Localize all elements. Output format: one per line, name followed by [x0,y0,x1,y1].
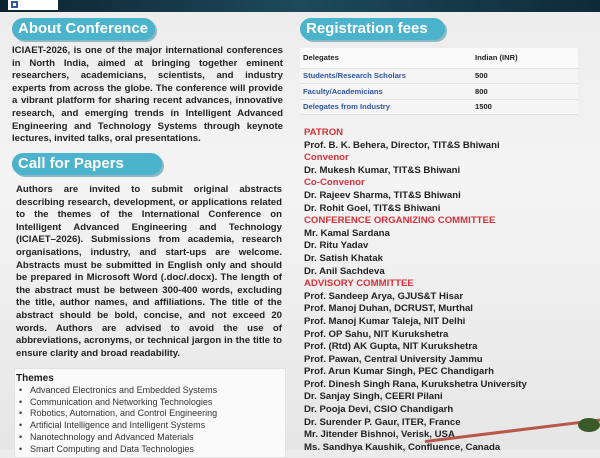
committee-member: Dr. Anil Sachdeva [304,265,385,277]
header-cell: Delegates [300,48,472,68]
committee-section-heading: ADVISORY COMMITTEE [304,278,414,290]
committee-member: Prof. OP Sahu, NIT Kurukshetra [304,328,449,340]
fee-cell: 800 [472,84,578,100]
cfp-heading: Call for Papers [12,153,162,175]
table-header-row [300,48,578,68]
committee-member: Dr. Sanjay Singh, CEERI Pilani [304,391,443,403]
table-row [300,84,578,100]
themes-box [14,368,286,458]
committee-section-heading: Convenor [304,152,349,164]
committee-member: Mr. Kamal Sardana [304,227,390,239]
committee-member: Dr. Mukesh Kumar, TIT&S Bhiwani [304,164,461,176]
about-text: ICIAET-2026, is one of the major international conferences in North India, aimed at bringing together eminent researchers, academicians, scientists, and industry experts from across the globe. The conference will provide a vibrant platform for sharing recent advances, innovative research, and emerging trends in Intelligent Advanced Engineering and Technology Systems through keynote lectures, invited talks, oral presentations. [12,45,283,145]
theme-item: • Artificial Intelligence and Intelligent Systems [16,420,285,432]
theme-item: • Robotics, Automation, and Control Engineering [16,408,285,420]
committee-member: Dr. Rajeev Sharma, TIT&S Bhiwani [304,189,461,201]
committee-member: Dr. Rohit Goel, TIT&S Bhiwani [304,202,441,214]
committee-member: Prof. Manoj Duhan, DCRUST, Murthal [304,303,473,315]
committee-section-heading: PATRON [304,127,344,138]
committee-member: Prof. Arun Kumar Singh, PEC Chandigarh [304,366,494,378]
qr-code [8,0,58,10]
theme-item: • Smart Computing and Data Technologies [16,444,285,456]
delegate-cell: Faculty/Academicians [300,84,472,100]
committee-member: Mr. Jitender Bishnoi, Verisk, USA [304,429,455,441]
committee-member: Dr. Pooja Devi, CSIO Chandigarh [304,404,454,416]
committee-member: Prof. Manoj Kumar Taleja, NIT Delhi [304,315,466,327]
table-row [300,68,578,84]
committee-member: Prof. (Rtd) AK Gupta, NIT Kurukshetra [304,341,478,353]
committee-member: Dr. Surender P. Gaur, ITER, France [304,416,461,428]
committee-member: Dr. Satish Khatak [304,252,383,264]
committee-member: Prof. Sandeep Arya, GJUS&T Hisar [304,290,464,302]
header-cell: Indian (INR) [472,48,578,68]
committee-member: Dr. Ritu Yadav [304,240,369,252]
registration-heading: Registration fees [300,18,445,40]
registration-table [300,48,578,115]
tree-icon [578,418,600,432]
committee-list [304,127,527,454]
fee-cell: 500 [472,68,578,84]
committee-section-heading: Co-Convenor [304,177,365,189]
themes-heading: Themes [16,373,54,384]
committee-section-heading: CONFERENCE ORGANIZING COMMITTEE [304,215,496,227]
committee-member: Ms. Sandhya Kaushik, Confluence, Canada [304,441,501,453]
fee-cell: 1500 [472,99,578,115]
delegate-cell: Students/Research Scholars [300,68,472,84]
theme-item: • Advanced Electronics and Embedded Systems [16,385,285,397]
theme-item: • Nanotechnology and Advanced Materials [16,432,285,444]
delegate-cell: Delegates from Industry [300,99,472,115]
table-row [300,99,578,115]
committee-member: Prof. Dinesh Singh Rana, Kurukshetra University [304,378,527,390]
about-heading: About Conference [12,18,155,40]
committee-member: Prof. Pawan, Central University Jammu [304,353,483,365]
header-banner [0,0,600,12]
committee-member: Prof. B. K. Behera, Director, TIT&S Bhiwani [304,139,500,151]
theme-item: • Communication and Networking Technologies [16,397,285,409]
qr-icon [11,1,18,8]
cfp-text: Authors are invited to submit original abstracts describing research, development, or applications related to the themes of the International Conference on Intelligent Advanced Engineering and Technology (ICIAET–2026). Submissions from academia, research organisations, industry, and start-ups are welcome. Abstracts must be submitted in English only and should be prepared in Microsoft Word (.doc/.docx). The length of the abstract must be between 300-400 words, excluding the title, author names, and affiliations. The title of the abstract should be bold, concise, and not exceed 20 words. Authors are advised to avoid the use of abbreviations, acronyms, or technical jargon in the title to ensure clarity and broad readability. [16,184,282,359]
